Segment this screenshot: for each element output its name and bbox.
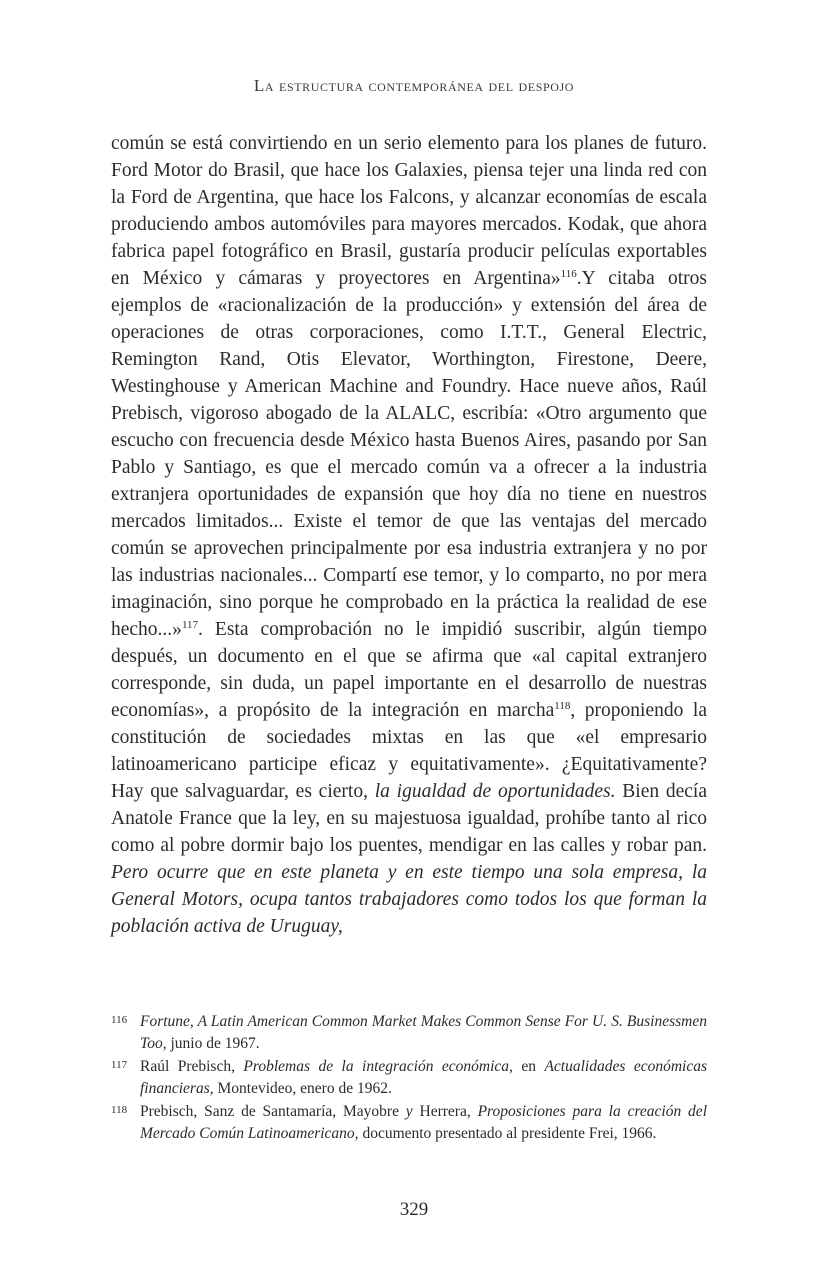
- footnote-text: Prebisch, Sanz de Santamaría, Mayobre: [140, 1103, 406, 1120]
- footnote-118: [111, 1101, 707, 1145]
- body-text: [111, 130, 707, 940]
- footnote-italic: Proposiciones para la creación del Mercado Común Latinoamericano,: [140, 1103, 707, 1142]
- footnote-number: 117: [111, 1059, 128, 1071]
- footnote-number: 116: [111, 1014, 128, 1026]
- footnote-italic: Fortune, A Latin American Common Market Makes Common Sense For U. S. Businessmen Too,: [140, 1013, 707, 1052]
- running-head: La estructura contemporánea del despojo: [253, 76, 575, 95]
- footnote-ref-117: 117: [181, 618, 199, 631]
- footnote-italic: y: [405, 1103, 413, 1120]
- italic-phrase: Pero ocurre que en este planeta y en este tiempo una sola empresa, la General Motors, ocupa tantos trabajadores como todos los que forman la población activa de Uruguay,: [111, 862, 707, 937]
- footnote-117: [111, 1056, 707, 1100]
- italic-phrase: la igualdad de oportunidades.: [374, 781, 616, 802]
- body-text-run: , proponiendo la constitución de sociedades mixtas en las que «el empresario latinoamericano participe eficaz y equitativamente». ¿Equitativamente? Hay que salvaguardar, es cierto,: [111, 700, 708, 802]
- footnote-text: documento presentado al presidente Frei, 1966.: [358, 1125, 657, 1142]
- footnote-ref-116: 116: [560, 267, 577, 280]
- body-text-run: Bien decía Anatole France que la ley, en su majestuosa igualdad, prohíbe tanto al rico como al pobre dormir bajo los puentes, mendigar en las calles y robar pan.: [111, 781, 708, 856]
- body-text-run: . Esta comprobación no le impidió suscribir, algún tiempo después, un documento en el que se afirma que «al capital extranjero corresponde, sin duda, un papel importante en el desarrollo de nuestras economías», a propósito de la integración en marcha: [111, 619, 707, 721]
- footnote-text: Herrera,: [412, 1103, 478, 1120]
- body-text-run: .Y citaba otros ejemplos de «racionalización de la producción» y extensión del área de operaciones de otras corporaciones, como I.T.T., General Electric, Remington Rand, Otis Elevator, Worthington, Firestone, Deere, Westinghouse y American Machine and Foundry. Hace nueve años, Raúl Prebisch, vigoroso abogado de la ALALC, escribía: «Otro argumento que escucho con frecuencia desde México hasta Buenos Aires, pasando por San Pablo y Santiago, es que el mercado común va a ofrecer a la industria extranjera oportunidades de expansión que hoy día no tiene en nuestros mercados limitados... Existe el temor de que las ventajas del mercado común se aprovechen principalmente por esa industria extranjera y no por las industrias nacionales... Compartí ese temor, y lo comparto, no por mera imaginación, sino porque he comprobado en la práctica la realidad de ese hecho...»: [111, 268, 707, 640]
- body-text-run: común se está convirtiendo en un serio elemento para los planes de futuro. Ford Motor do Brasil, que hace los Galaxies, piensa tejer una linda red con la Ford de Argentina, que hace los Falcons, y alcanzar economías de escala produciendo ambos automóviles para mayores mercados. Kodak, que ahora fabrica papel fotográfico en Brasil, gustaría producir películas exportables en México y cámaras y proyectores en Argentina»: [111, 133, 707, 289]
- footnote-text: Montevideo, enero de 1962.: [213, 1080, 392, 1097]
- footnote-text: Raúl Prebisch,: [140, 1058, 244, 1075]
- footnote-text: en: [512, 1058, 545, 1075]
- footnotes: [111, 1011, 707, 1146]
- body-paragraph: [111, 130, 707, 940]
- footnote-116: [111, 1011, 707, 1055]
- footnote-ref-118: 118: [554, 699, 571, 712]
- footnote-text: junio de 1967.: [166, 1035, 260, 1052]
- footnote-italic: Actualidades económicas financieras,: [140, 1058, 707, 1097]
- page-number: 329: [399, 1199, 429, 1220]
- footnote-number: 118: [111, 1104, 128, 1116]
- footnote-italic: Problemas de la integración económica,: [243, 1058, 513, 1075]
